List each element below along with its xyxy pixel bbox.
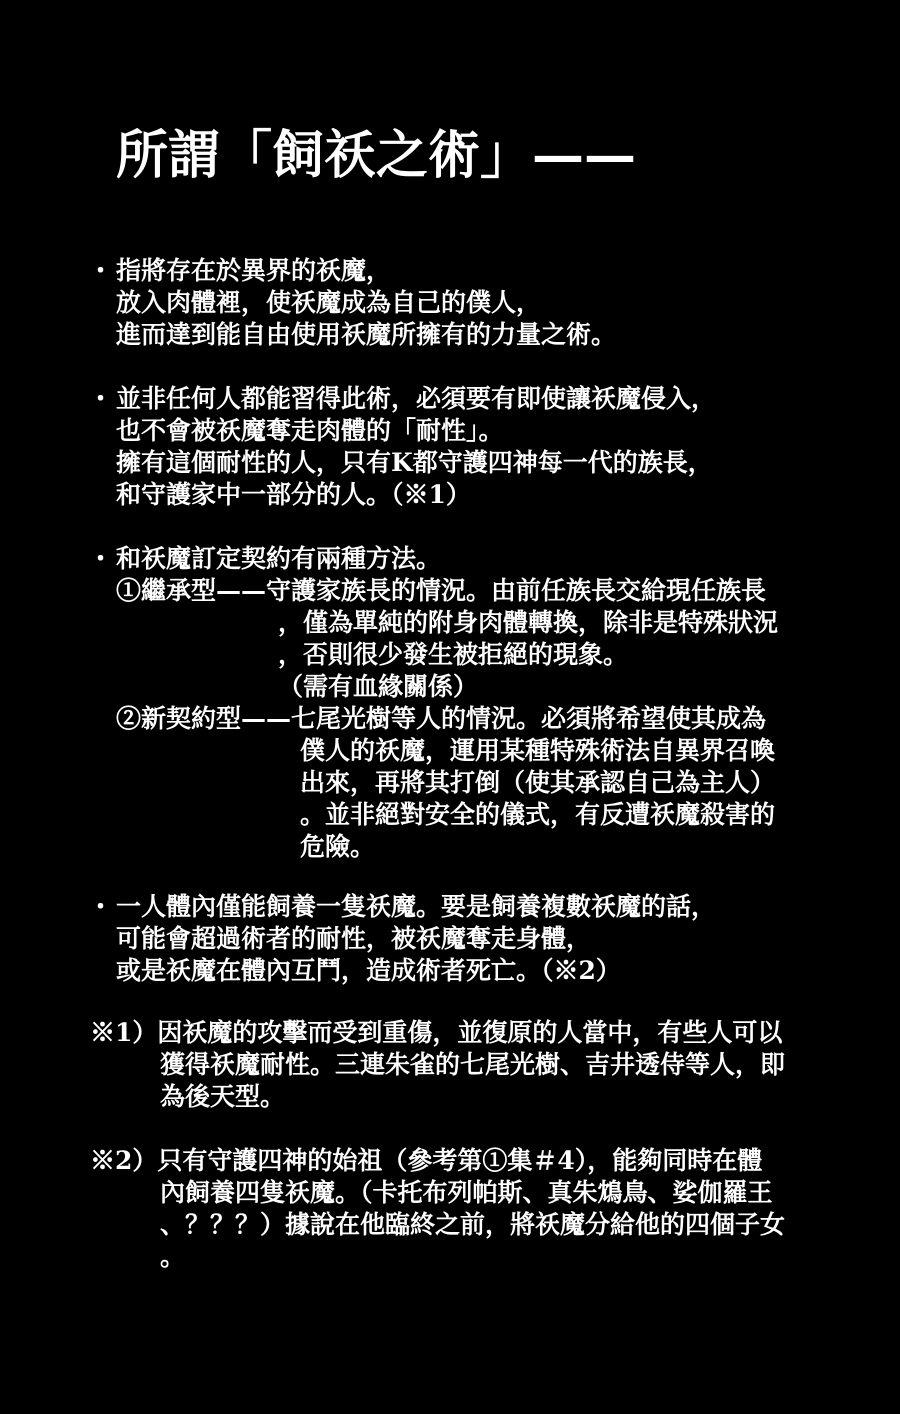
- bullet-2-line-1: 並非任何人都能習得此術，必須要有即使讓祅魔侵入，: [116, 384, 717, 413]
- bullet-2-line-4: 和守護家中一部分的人。（※1）: [116, 480, 471, 509]
- bullet-3-line-4: ，否則很少發生被拒絕的現象。: [278, 640, 629, 669]
- bullet-marker: ・: [88, 384, 114, 413]
- bullet-1-line-3: 進而達到能自由使用祅魔所擁有的力量之術。: [116, 320, 617, 349]
- bullet-marker: ・: [88, 892, 114, 921]
- note-2-line-1: ※2）只有守護四神的始祖（參考第①集＃4），能夠同時在體: [90, 1146, 763, 1175]
- note-2-line-2: 內飼養四隻祅魔。（卡托布列帕斯、真朱鴆鳥、娑伽羅王: [160, 1178, 773, 1207]
- note-2-line-3: 、？？？）據說在他臨終之前，將祅魔分給他的四個子女: [160, 1210, 786, 1239]
- note-2-line-4: 。: [160, 1242, 186, 1271]
- note-1-line-2: 獲得祅魔耐性。三連朱雀的七尾光樹、吉井透侍等人，即: [160, 1050, 786, 1079]
- bullet-1-line-1: 指將存在於異界的祅魔，: [116, 256, 392, 285]
- page-title: 所謂「飼祅之術」——: [116, 125, 637, 186]
- bullet-marker: ・: [88, 256, 114, 285]
- bullet-3-line-10: 危險。: [300, 832, 376, 861]
- note-1-line-1: ※1）因祅魔的攻擊而受到重傷，並復原的人當中，有些人可以: [90, 1018, 783, 1047]
- bullet-marker: ・: [88, 544, 114, 573]
- bullet-3-line-8: 出來，再將其打倒（使其承認自己為主人）: [300, 768, 776, 797]
- bullet-4-line-3: 或是祅魔在體內互鬥，造成術者死亡。（※2）: [116, 956, 621, 985]
- bullet-1-line-2: 放入肉體裡，使祅魔成為自己的僕人，: [116, 288, 542, 317]
- bullet-2-line-2: 也不會被祅魔奪走肉體的「耐性」。: [116, 416, 504, 445]
- bullet-4-line-2: 可能會超過術者的耐性，被祅魔奪走身體，: [116, 924, 592, 953]
- bullet-3-line-6: ②新契約型——七尾光樹等人的情況。必須將希望使其成為: [116, 704, 767, 733]
- bullet-3-line-7: 僕人的祅魔，運用某種特殊術法自異界召喚: [300, 736, 776, 765]
- bullet-3-line-1: 和祅魔訂定契約有兩種方法。: [116, 544, 442, 573]
- bullet-3-line-2: ①繼承型——守護家族長的情況。由前任族長交給現任族長: [116, 576, 767, 605]
- bullet-4-line-1: 一人體內僅能飼養一隻祅魔。要是飼養複數祅魔的話，: [116, 892, 717, 921]
- bullet-3-line-5: （需有血緣關係）: [278, 672, 479, 701]
- bullet-2-line-3: 擁有這個耐性的人，只有K都守護四神每一代的族長，: [116, 448, 713, 477]
- bullet-3-line-9: 。並非絕對安全的儀式，有反遭祅魔殺害的: [300, 800, 776, 829]
- note-1-line-3: 為後天型。: [160, 1082, 286, 1111]
- bullet-3-line-3: ，僅為單純的附身肉體轉換，除非是特殊狀況: [278, 608, 779, 637]
